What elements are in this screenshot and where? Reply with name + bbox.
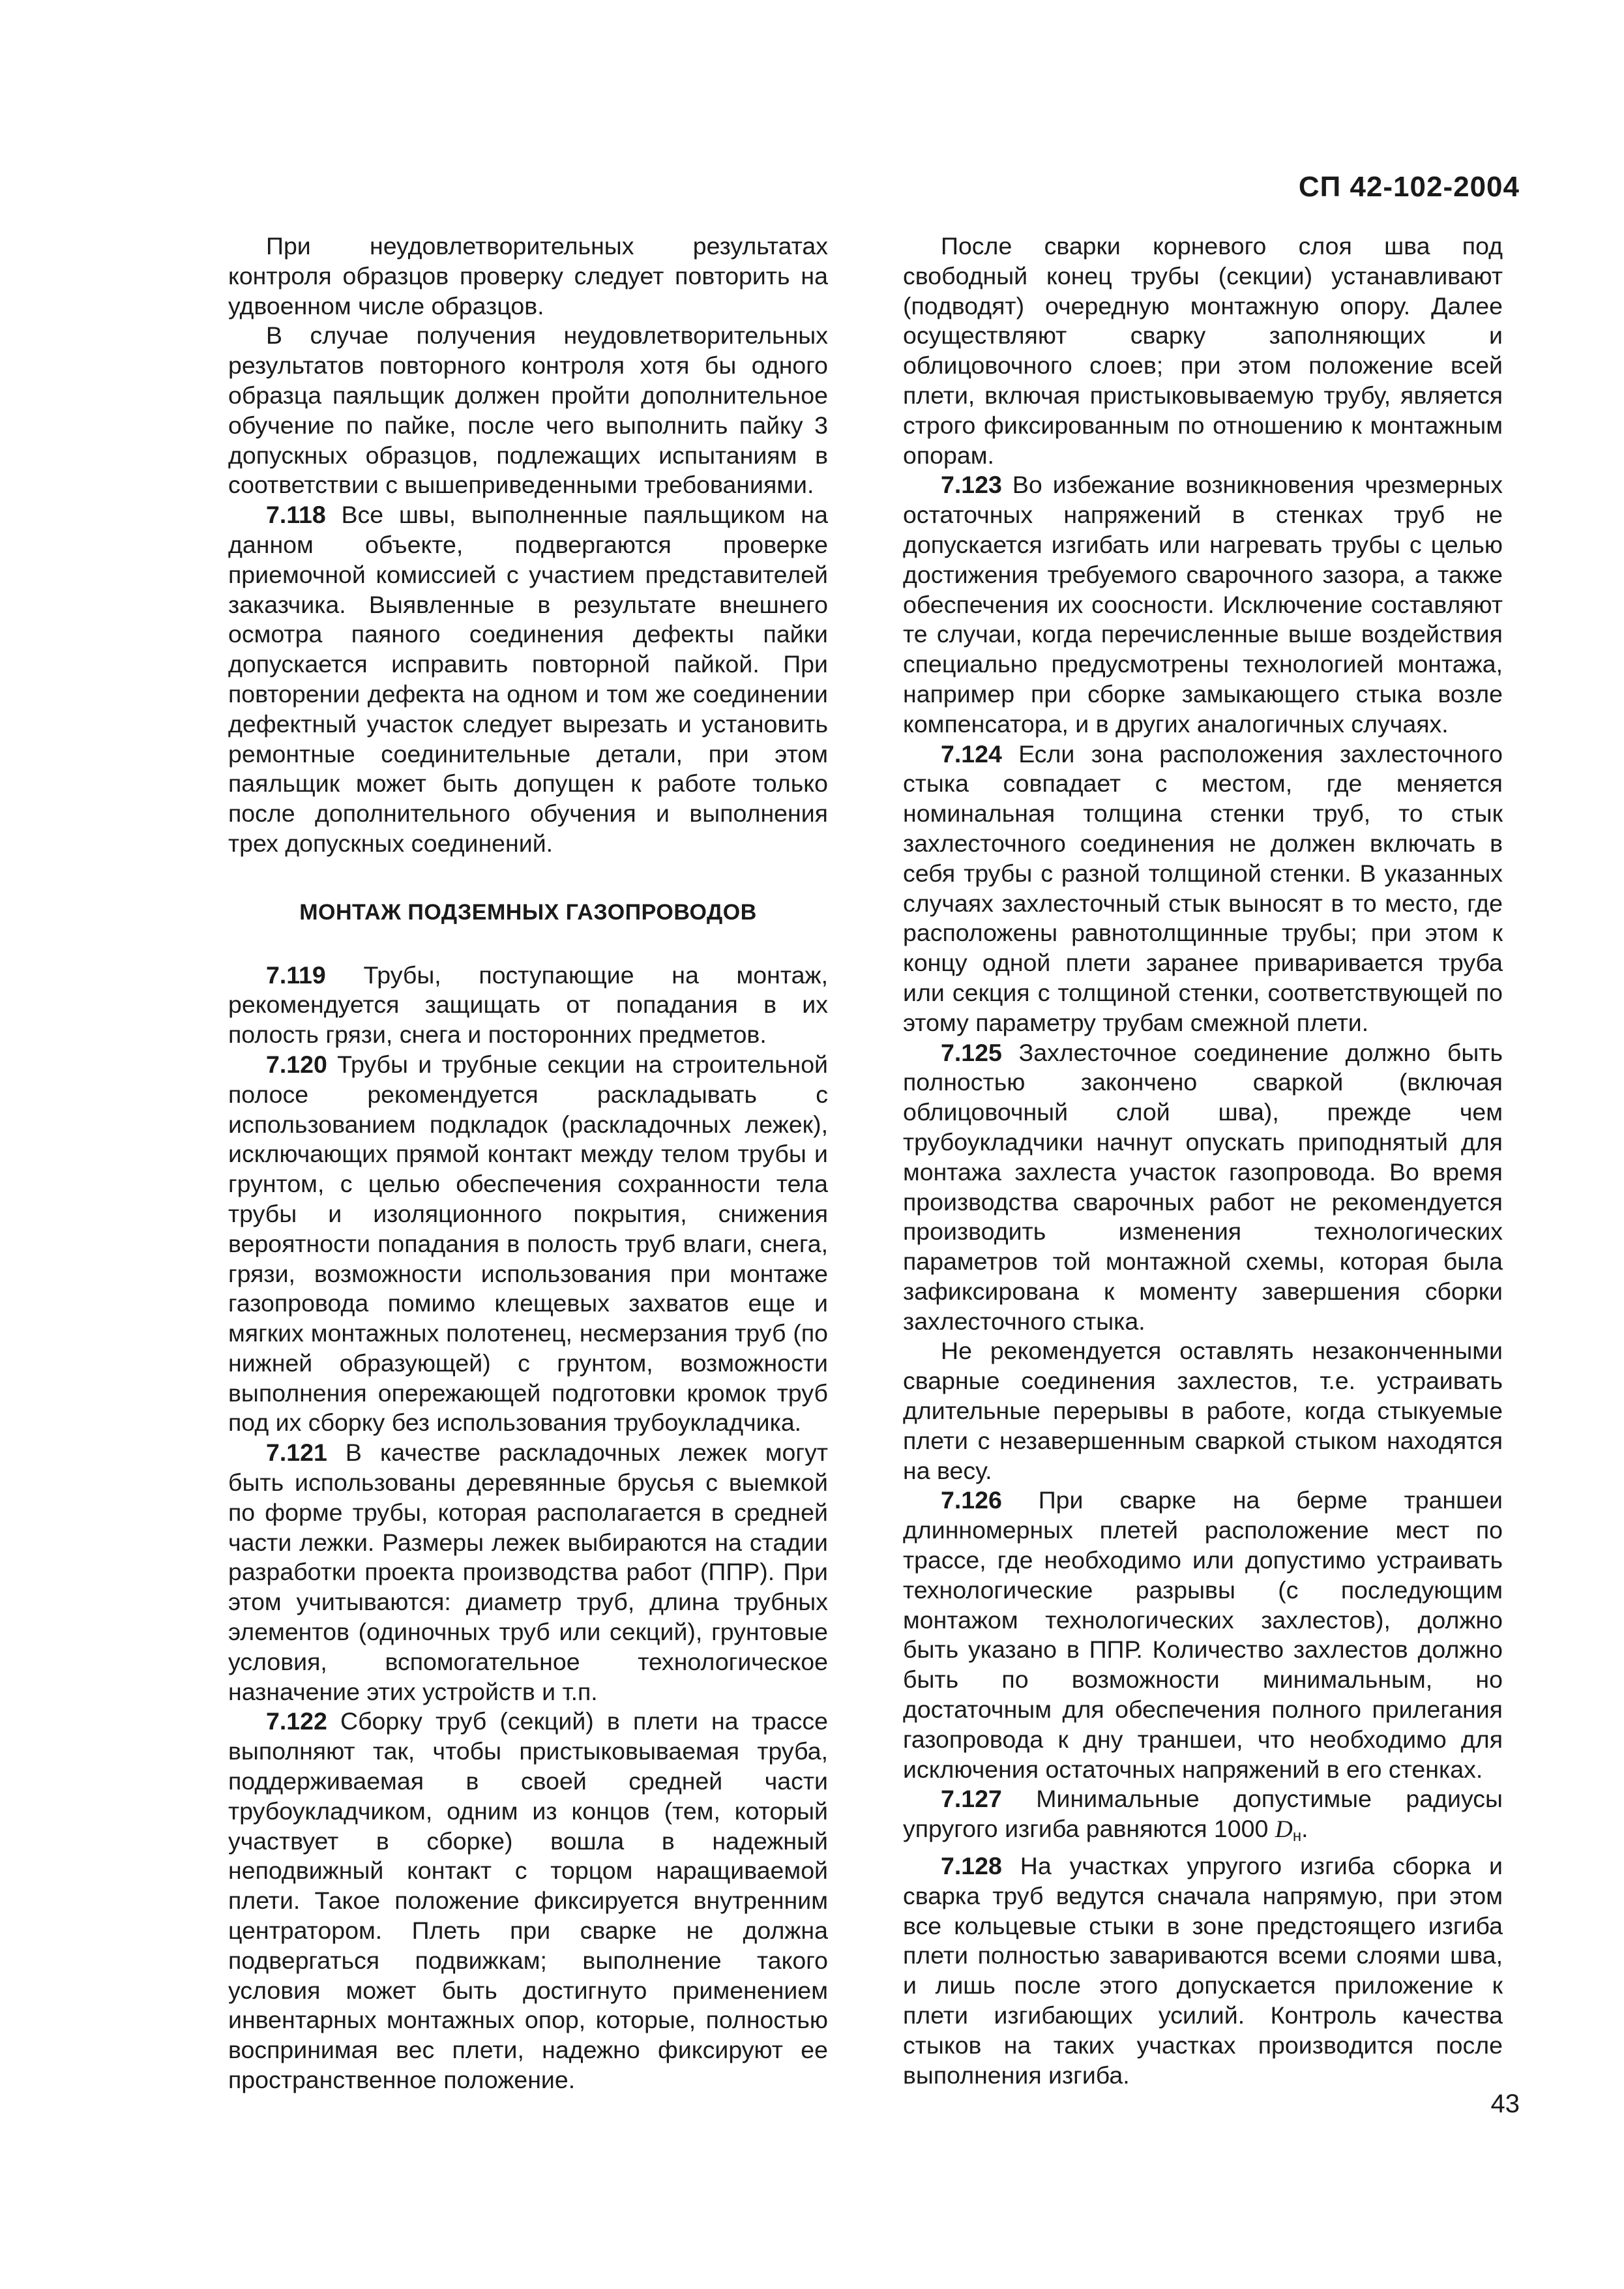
paragraph-root-weld xyxy=(903,232,1503,470)
paragraph-7-127 xyxy=(903,1784,1503,1851)
clause-number: 7.119 xyxy=(266,961,326,989)
diameter-subscript: н xyxy=(1292,1827,1302,1846)
paragraph-end: . xyxy=(1301,1815,1308,1843)
paragraph-7-126 xyxy=(903,1486,1503,1784)
page-number: 43 xyxy=(1490,2089,1520,2118)
paragraph-text: Во избежание возникновения чрезмерных остаточных напряжений в стенках труб не допускается изгибать или нагревать трубы с целью достижения требуемого сварочного зазора, а также обеспечения их соосности. Исключение составляют те случаи, когда перечисленные выше воздействия специально предусмотрены технологией монтажа, например при сборке замыкающего стыка возле компенсатора, и в других аналогичных случаях. xyxy=(903,471,1503,738)
paragraph-text: В случае получения неудовлетворительных результатов повторного контроля хотя бы одного образца паяльщик должен пройти дополнительное обучение по пайке, после чего выполнить пайку 3 допускных образцов, подлежащих испытаниям в соответствии с вышеприведенными требованиями. xyxy=(228,322,828,499)
paragraph-repeat-fail xyxy=(228,321,828,500)
paragraph-unfinished-welds xyxy=(903,1336,1503,1486)
right-column xyxy=(903,232,1503,2090)
clause-number: 7.127 xyxy=(941,1785,1002,1813)
clause-number: 7.121 xyxy=(266,1439,327,1467)
document-code: СП 42-102-2004 xyxy=(1298,171,1520,203)
paragraph-7-124 xyxy=(903,740,1503,1038)
paragraph-text: Не рекомендуется оставлять незаконченными сварные соединения захлестов, т.е. устраивать длительные перерывы в работе, когда стыкуемые плети с незавершенным сваркой стыком находятся на весу. xyxy=(903,1337,1503,1484)
paragraph-text: Трубы и трубные секции на строительной полосе рекомендуется раскладывать с использованием подкладок (раскладочных лежек), исключающих прямой контакт между телом трубы и грунтом, с целью обеспечения сохранности тела трубы и изоляционного покрытия, снижения вероятности попадания в полость труб влаги, снега, грязи, возможности использования при монтаже газопровода помимо клещевых захватов еще и мягких монтажных полотенец, несмерзания труб (по нижней образующей) с грунтом, возможности выполнения опережающей подготовки кромок труб под их сборку без использования трубоукладчика. xyxy=(228,1050,828,1437)
clause-number: 7.128 xyxy=(941,1852,1002,1880)
clause-number: 7.124 xyxy=(941,740,1002,768)
paragraph-7-121 xyxy=(228,1438,828,1707)
paragraph-text: Если зона расположения захлесточного стыка совпадает с местом, где меняется номинальная толщина стенки труб, то стык захлесточного соединения не должен включать в себя трубы с разной толщиной стенки. В указанных случаях захлесточный стык выносят в то место, где расположены равнотолщинные трубы; при этом к концу одной плети заранее приваривается труба или секция с толщиной стенки, соответствующей по этому параметру трубам смежной плети. xyxy=(903,740,1503,1036)
paragraph-text: При сварке на берме траншеи длинномерных плетей расположение мест по трассе, где необходимо или допустимо устраивать технологические разрывы (с последующим монтажом технологических захлестов), должно быть указано в ППР. Количество захлестов должно быть по возможности минимальным, но достаточным для обеспечения полного прилегания газопровода к дну траншеи, что необходимо для исключения остаточных напряжений в его стенках. xyxy=(903,1486,1503,1783)
paragraph-text: Трубы, поступающие на монтаж, рекомендуется защищать от попадания в их полость грязи, снега и посторонних предметов. xyxy=(228,961,828,1049)
clause-number: 7.118 xyxy=(266,501,326,529)
paragraph-text: На участках упругого изгиба сборка и сварка труб ведутся сначала напрямую, при этом все кольцевые стыки в зоне предстоящего изгиба плети полностью завариваются всеми слоями шва, и лишь после этого допускается приложение к плети изгибающих усилий. Контроль качества стыков на таких участках производится после выполнения изгиба. xyxy=(903,1852,1503,2089)
paragraph-text: Захлесточное соединение должно быть полностью закончено сваркой (включая облицовочный слой шва), прежде чем трубоукладчики начнут опускать приподнятый для монтажа захлеста участок газопровода. Во время производства сварочных работ не рекомендуется производить изменения технологических параметров той монтажной схемы, которая была зафиксирована к моменту завершения сборки захлесточного стыка. xyxy=(903,1038,1503,1335)
paragraph-7-119 xyxy=(228,961,828,1050)
paragraph-text: В качестве раскладочных лежек могут быть использованы деревянные брусья с выемкой по форме трубы, которая располагается в средней части лежки. Размеры лежек выбираются на стадии разработки проекта производства работ (ППР). При этом учитываются: диаметр труб, длина трубных элементов (одиночных труб или секций), грунтовые условия, вспомогательное технологическое назначение этих устройств и т.п. xyxy=(228,1439,828,1705)
paragraph-text: При неудовлетворительных результатах контроля образцов проверку следует повторить на удвоенном числе образцов. xyxy=(228,232,828,320)
paragraph-text: Минимальные допустимые радиусы упругого изгиба равняются 1000 xyxy=(903,1785,1503,1843)
paragraph-7-123 xyxy=(903,470,1503,739)
section-heading: МОНТАЖ ПОДЗЕМНЫХ ГАЗОПРОВОДОВ xyxy=(299,899,757,925)
paragraph-7-118 xyxy=(228,500,828,859)
clause-number: 7.123 xyxy=(941,471,1002,499)
diameter-symbol: D xyxy=(1275,1816,1293,1844)
paragraph-7-122 xyxy=(228,1707,828,2095)
clause-number: 7.120 xyxy=(266,1050,327,1078)
paragraph-7-128 xyxy=(903,1851,1503,2090)
paragraph-7-120 xyxy=(228,1050,828,1438)
left-column xyxy=(228,232,828,2095)
paragraph-retest xyxy=(228,232,828,321)
paragraph-text: После сварки корневого слоя шва под свободный конец трубы (секции) устанавливают (подводят) очередную монтажную опору. Далее осуществляют сварку заполняющих и облицовочного слоев; при этом положение всей плети, включая пристыковываемую трубу, является строго фиксированным по отношению к монтажным опорам. xyxy=(903,232,1503,469)
clause-number: 7.126 xyxy=(941,1486,1002,1514)
clause-number: 7.125 xyxy=(941,1038,1002,1066)
paragraph-text: Все швы, выполненные паяльщиком на данном объекте, подвергаются проверке приемочной комиссией с участием представителей заказчика. Выявленные в результате внешнего осмотра паяного соединения дефекты пайки допускается исправить повторной пайкой. При повторении дефекта на одном и том же соединении дефектный участок следует вырезать и установить ремонтные соединительные детали, при этом паяльщик может быть допущен к работе только после дополнительного обучения и выполнения трех допускных соединений. xyxy=(228,501,828,857)
paragraph-text: Сборку труб (секций) в плети на трассе выполняют так, чтобы пристыковываемая труба, поддерживаемая в своей средней части трубоукладчиком, одним из концов (тем, который участвует в сборке) вошла в надежный неподвижный контакт с торцом наращиваемой плети. Такое положение фиксируется внутренним центратором. Плеть при сварке не должна подвергаться подвижкам; выполнение такого условия может быть достигнуто применением инвентарных монтажных опор, которые, полностью воспринимая вес плети, надежно фиксируют ее пространственное положение. xyxy=(228,1707,828,2094)
clause-number: 7.122 xyxy=(266,1707,327,1735)
paragraph-7-125 xyxy=(903,1038,1503,1337)
